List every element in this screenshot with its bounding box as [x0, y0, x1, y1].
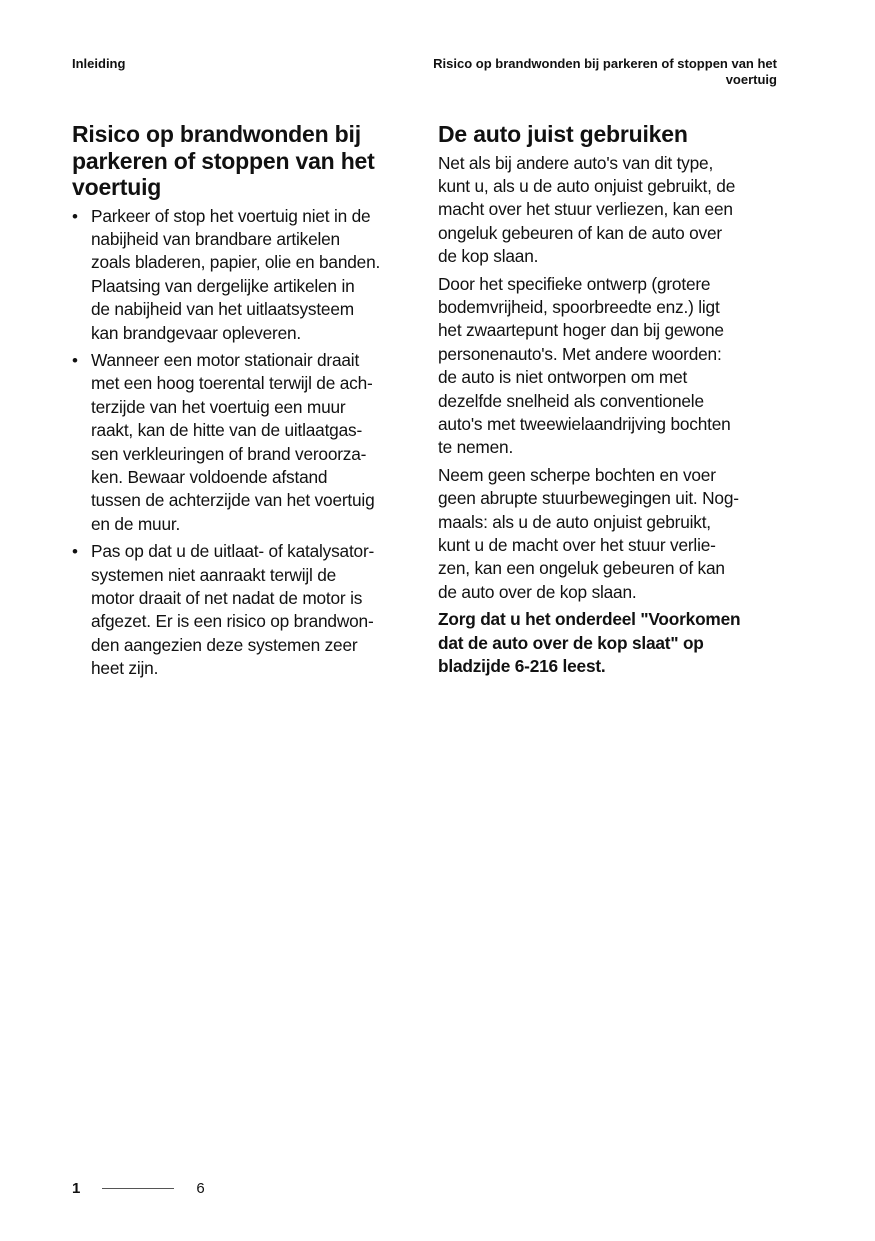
section-title-correct-use [438, 121, 788, 148]
text-line: te nemen. [438, 437, 514, 458]
text-line: Zorg dat u het onderdeel "Voorkomen [438, 609, 741, 630]
right-column [438, 121, 788, 682]
text-line: den aangezien deze systemen zeer [91, 634, 358, 655]
text-line: Net als bij andere auto's van dit type, [438, 152, 714, 173]
bullet-icon: • [72, 350, 78, 370]
text-line: motor draait of net nadat de motor is [91, 588, 363, 608]
text-line: systemen niet aanraakt terwijl de [91, 564, 337, 585]
text-line: de auto is niet ontworpen om met [438, 367, 688, 388]
text-line: heet zijn. [91, 658, 159, 679]
page-number [72, 1180, 205, 1197]
text-line: bladzijde 6-216 leest. [438, 656, 606, 677]
text-line: Parkeer of stop het voertuig niet in de [91, 205, 371, 226]
paragraph [438, 273, 788, 460]
bullet-icon: • [72, 542, 78, 562]
text-line: voertuig [725, 72, 777, 87]
title-line: parkeren of stoppen van het [72, 147, 375, 174]
bullet-item [72, 205, 412, 345]
text-line: en de muur. [91, 513, 181, 534]
text-line: bodemvrijheid, spoorbreedte enz.) ligt [438, 296, 720, 317]
bullet-list [72, 205, 412, 681]
text-line: Risico op brandwonden bij parkeren of stoppen van het [433, 56, 777, 71]
text-line: dezelfde snelheid als conventionele [438, 390, 704, 411]
text-line: Plaatsing van dergelijke artikelen in [91, 275, 355, 296]
text-line: raakt, kan de hitte van de uitlaatgas- [91, 420, 362, 441]
text-line: macht over het stuur verliezen, kan een [438, 199, 733, 220]
text-line: de nabijheid van het uitlaatsysteem [91, 299, 354, 320]
text-line: zen, kan een ongeluk gebeuren of kan [438, 558, 725, 579]
text-line: Neem geen scherpe bochten en voer [438, 464, 716, 485]
text-line: het zwaartepunt hoger dan bij gewone [438, 320, 724, 341]
text-line: ongeluk gebeuren of kan de auto over [438, 222, 722, 243]
text-line: geen abrupte stuurbewegingen uit. Nog- [438, 488, 739, 509]
text-line: Wanneer een motor stationair draait [91, 349, 360, 370]
text-line: Pas op dat u de uitlaat- of katalysator- [91, 541, 375, 562]
running-header-chapter: Inleiding [72, 56, 126, 71]
section-title-burn-risk [72, 121, 412, 201]
bullet-icon: • [72, 206, 78, 226]
text-line: kunt u de macht over het stuur verlie- [438, 535, 716, 555]
text-line: afgezet. Er is een risico op brandwon- [91, 611, 374, 632]
text-line: dat de auto over de kop slaat" op [438, 632, 704, 653]
text-line: ken. Bewaar voldoende afstand [91, 466, 328, 487]
text-line: tussen de achterzijde van het voertuig [91, 490, 375, 511]
paragraph [438, 464, 788, 604]
text-line: personenauto's. Met andere woorden: [438, 343, 722, 364]
text-line: maals: als u de auto onjuist gebruikt, [438, 511, 711, 532]
title-line: Risico op brandwonden bij [72, 121, 361, 147]
text-line: Door het specifieke ontwerp (grotere [438, 273, 711, 294]
bullet-item [72, 540, 412, 680]
text-line: terzijde van het voertuig een muur [91, 396, 346, 417]
text-line: met een hoog toerental terwijl de ach- [91, 373, 373, 394]
paragraph [438, 152, 788, 269]
text-line: nabijheid van brandbare artikelen [91, 228, 340, 249]
title-line: voertuig [72, 174, 162, 200]
bold-reference-note [438, 608, 788, 678]
page-number-divider [102, 1188, 174, 1189]
text-line: de auto over de kop slaan. [438, 581, 637, 602]
body-text [438, 152, 788, 605]
title-line: De auto juist gebruiken [438, 121, 688, 147]
text-line: kan brandgevaar opleveren. [91, 322, 302, 343]
page-number-value: 6 [196, 1180, 205, 1197]
running-header-section [433, 56, 777, 88]
bullet-item [72, 349, 412, 536]
page-chapter-number: 1 [72, 1180, 81, 1197]
text-line: de kop slaan. [438, 246, 539, 267]
text-line: zoals bladeren, papier, olie en banden. [91, 252, 381, 273]
text-line: kunt u, als u de auto onjuist gebruikt, de [438, 175, 736, 196]
text-line: sen verkleuringen of brand veroorza- [91, 443, 367, 464]
text-line: auto's met tweewielaandrijving bochten [438, 413, 731, 434]
left-column [72, 121, 412, 685]
